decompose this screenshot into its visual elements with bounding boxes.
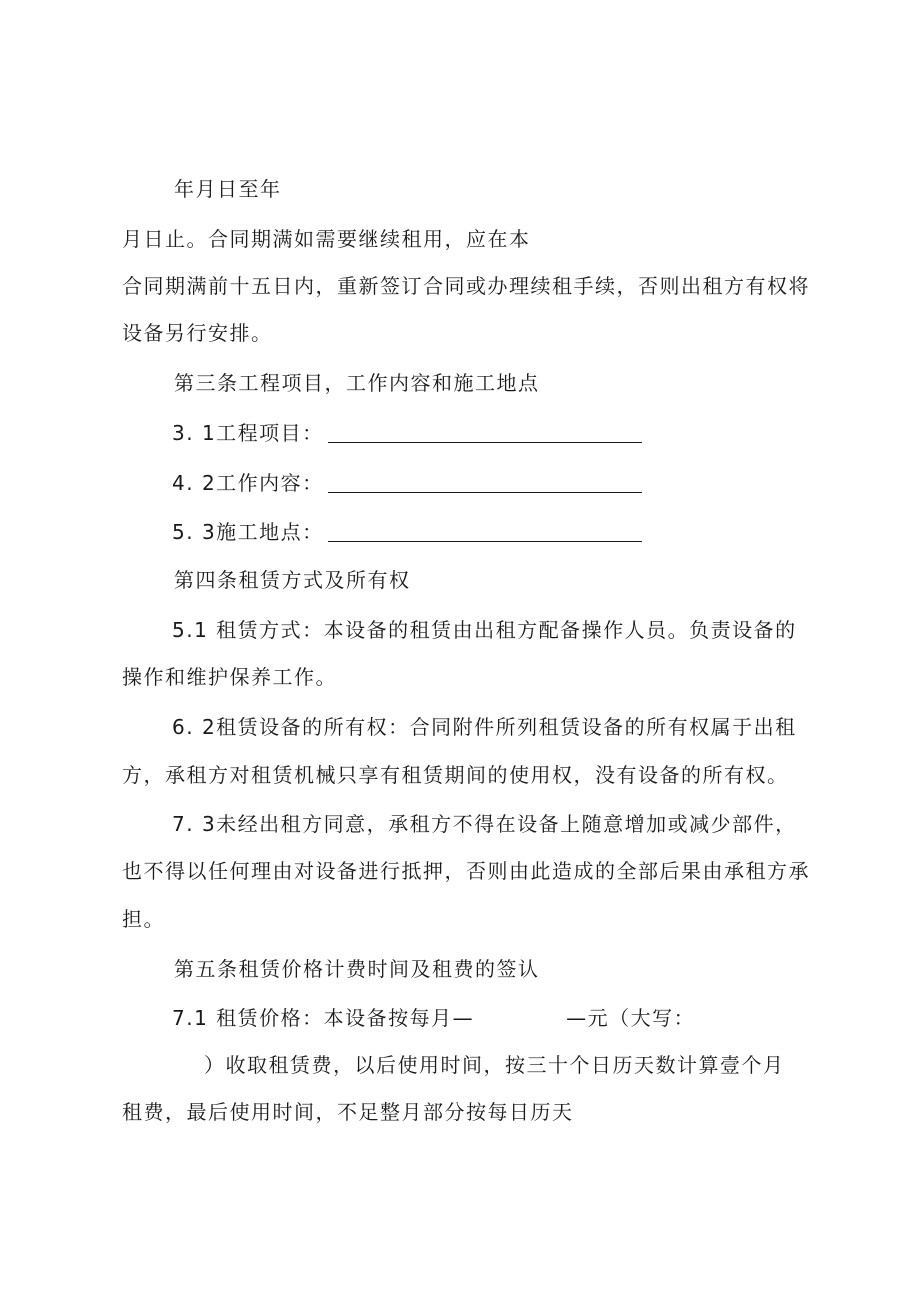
text-line: 年月日至年	[174, 177, 282, 201]
form-row-location	[172, 519, 642, 545]
fill-in-blank[interactable]	[328, 523, 642, 542]
section-heading: 第三条工程项目，工作内容和施工地点	[174, 371, 540, 395]
fill-in-blank[interactable]	[328, 424, 642, 443]
form-row-content	[172, 470, 642, 496]
text-line: 租费，最后使用时间，不足整月部分按每日历天	[122, 1100, 574, 1124]
section-heading: 第五条租赁价格计费时间及租费的签认	[174, 957, 540, 981]
text-line: 操作和维护保养工作。	[122, 665, 337, 689]
text-line: 合同期满前十五日内，重新签订合同或办理续租手续，否则出租方有权将	[122, 274, 810, 298]
text-line: ）收取租赁费，以后使用时间，按三十个日历天数计算壹个月	[204, 1053, 785, 1077]
text-line: 7. 3未经出租方同意，承租方不得在设备上随意增加或减少部件，	[172, 812, 797, 836]
price-continuation	[172, 1052, 785, 1078]
text-line: 也不得以任何理由对设备进行抵押，否则由此造成的全部后果由承租方承	[122, 859, 810, 883]
text-line: 月日止。合同期满如需要继续租用，应在本	[122, 227, 531, 251]
price-unit: —元（大写：	[566, 1006, 696, 1030]
field-label: 5. 3施工地点：	[172, 520, 324, 544]
text-line: 5.1 租赁方式：本设备的租赁由出租方配备操作人员。负责设备的	[172, 618, 797, 642]
price-label: 7.1 租赁价格：本设备按每月—	[172, 1006, 475, 1030]
price-row	[172, 1005, 695, 1031]
text-line: 方，承租方对租赁机械只享有租赁期间的使用权，没有设备的所有权。	[122, 763, 789, 787]
text-line: 设备另行安排。	[122, 321, 273, 345]
field-label: 4. 2工作内容：	[172, 471, 324, 495]
fill-in-blank[interactable]	[328, 474, 642, 493]
field-label: 3. 1工程项目：	[172, 421, 324, 445]
text-line: 6. 2租赁设备的所有权：合同附件所列租赁设备的所有权属于出租	[172, 715, 797, 739]
text-line: 担。	[122, 907, 165, 931]
section-heading: 第四条租赁方式及所有权	[174, 568, 411, 592]
form-row-project	[172, 420, 642, 446]
